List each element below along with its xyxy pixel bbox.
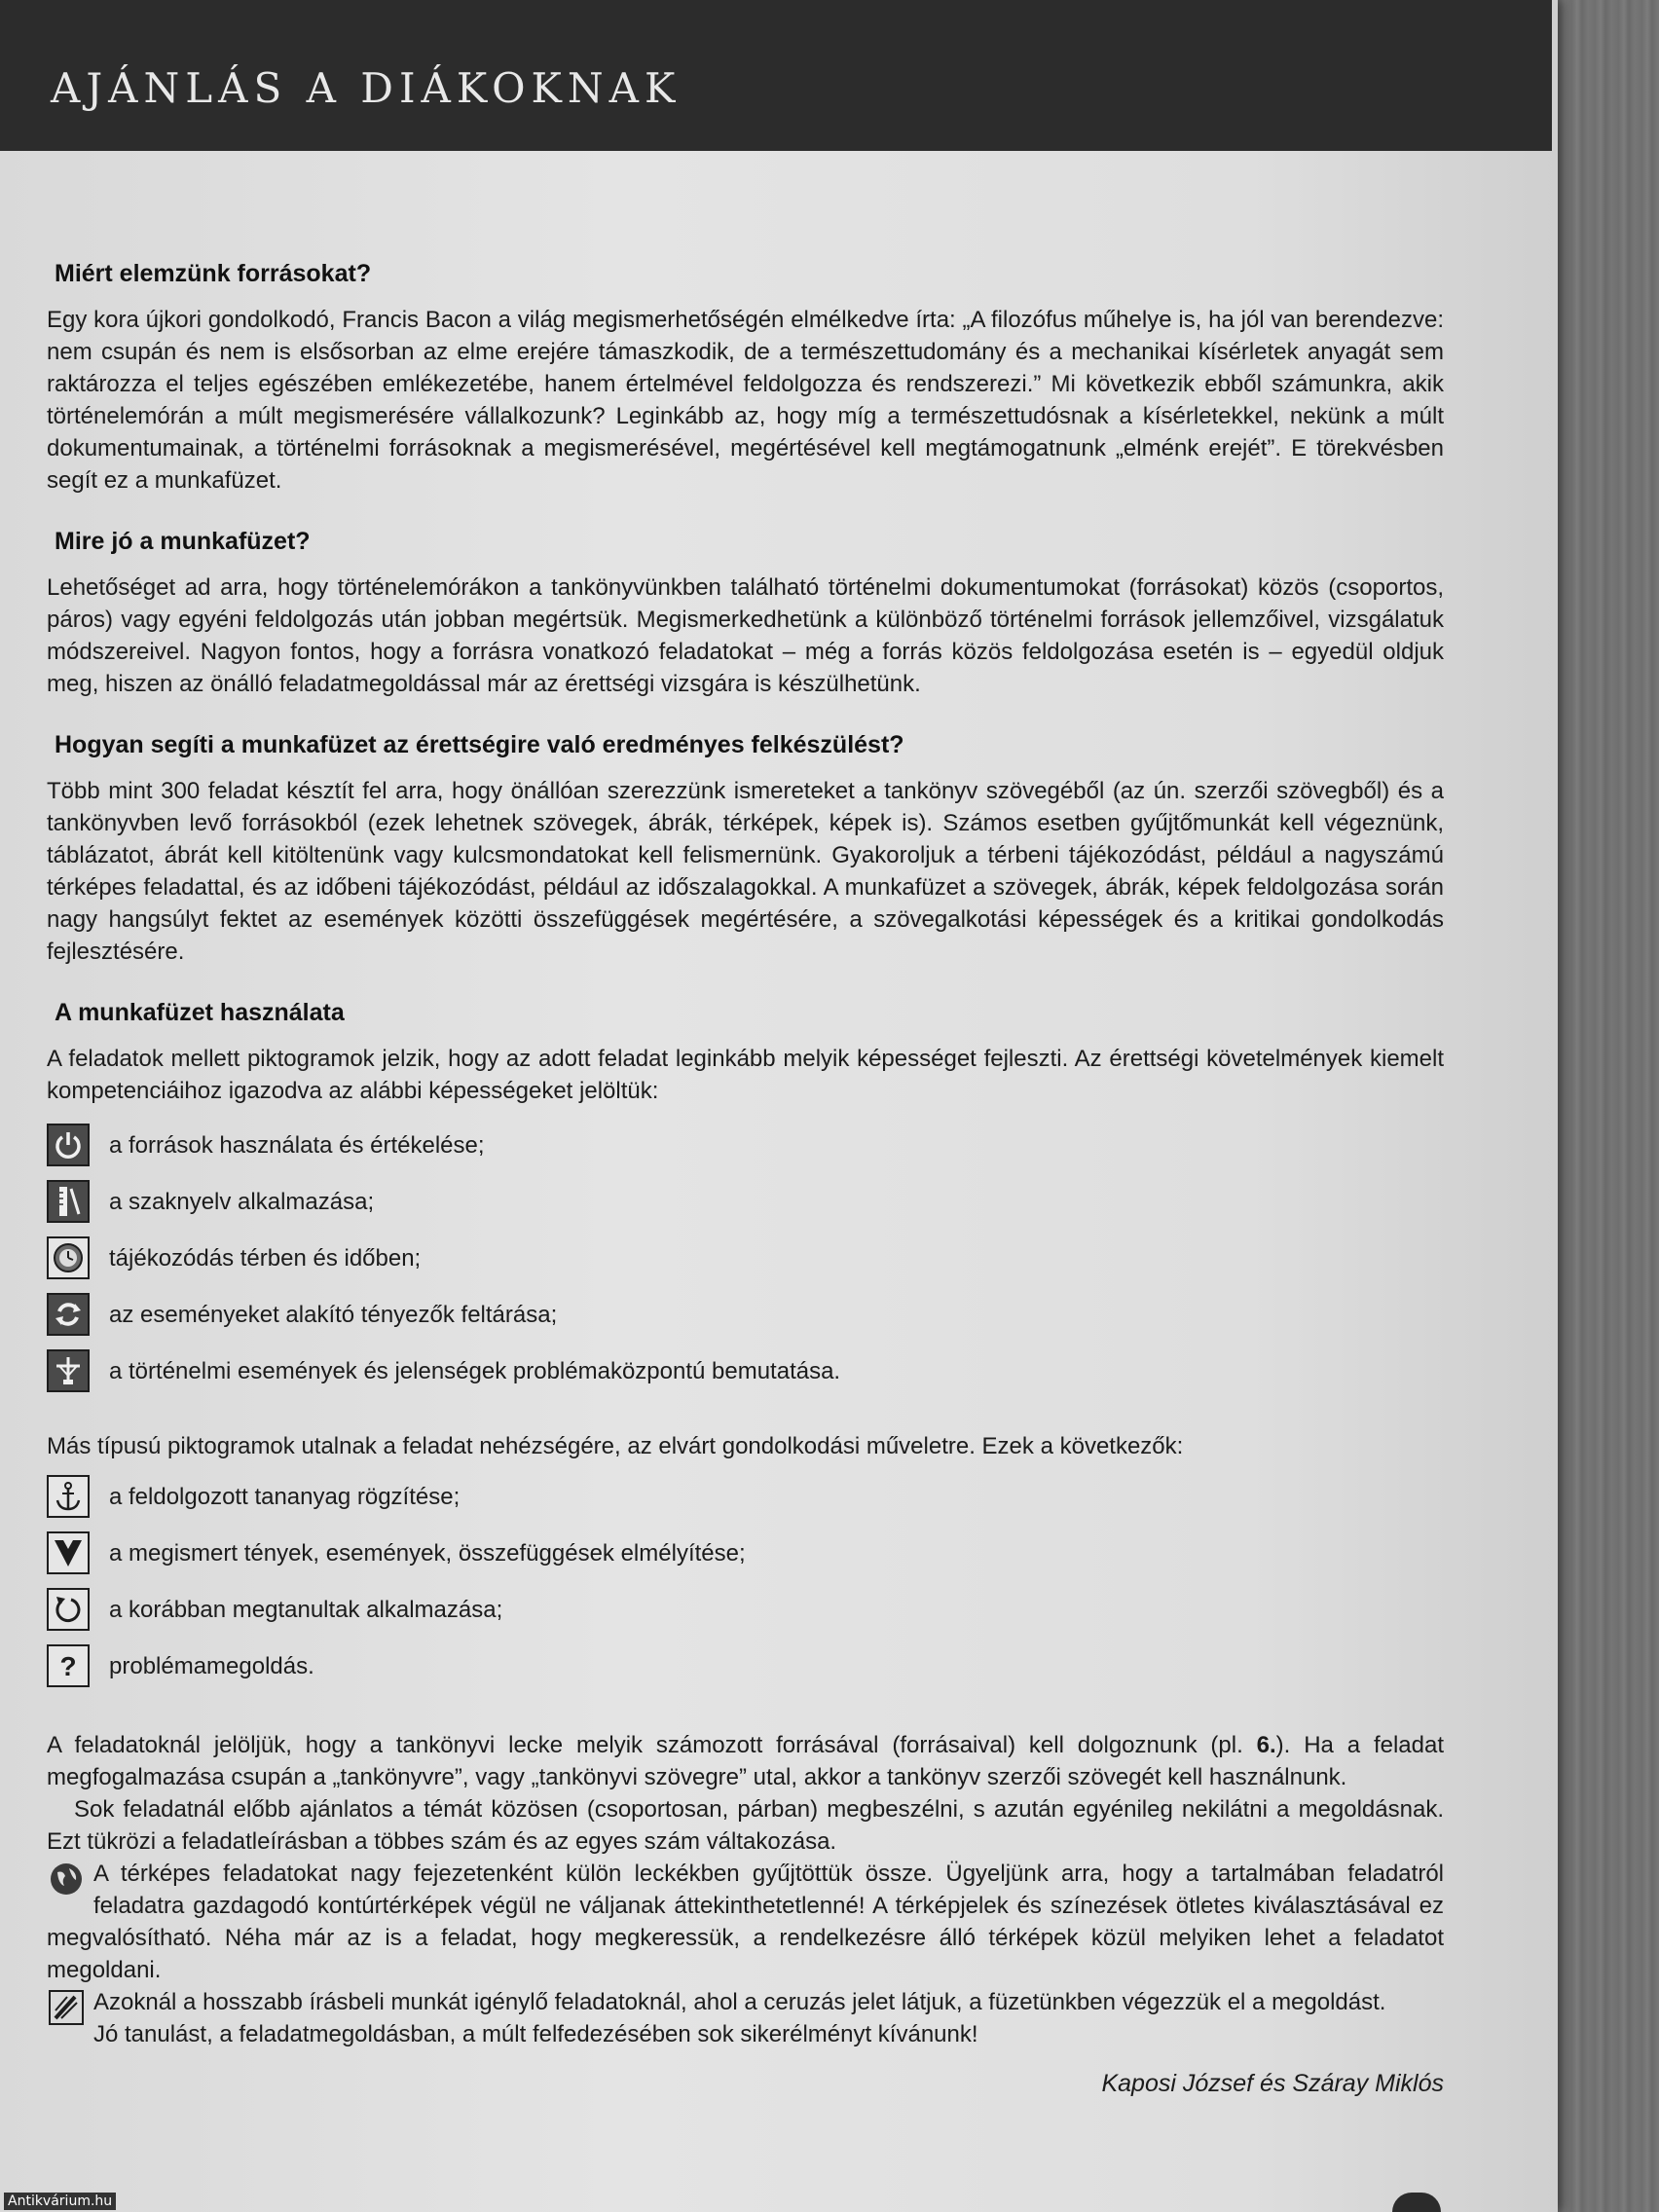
closing-text: A feladatoknál jelöljük, hogy a tankönyvi lecke melyik számozott forrásával (forrásaival) kell dolgoznunk (pl. [47,1732,1257,1758]
difficulty-intro: Más típusú piktogramok utalnak a feladat nehézségére, az elvárt gondolkodási műveletre. Ezek a következők: [47,1433,1184,1459]
section-exam-prep [47,729,1444,968]
cycle-arrows-icon [47,1293,90,1336]
page-number-tab [1392,2193,1441,2212]
icon-label: a szaknyelv alkalmazása; [109,1188,375,1215]
icon-label: a megismert tények, események, összefüggések elmélyítése; [109,1539,746,1567]
section-heading: Miért elemzünk forrásokat? [55,260,372,287]
closing-paragraph [47,1858,1444,1986]
watermark: Antikvárium.hu [4,2193,116,2210]
section-body: Egy kora újkori gondolkodó, Francis Bacon a világ megismerhetőségén elmélkedve írta: „A filozófus műhelye is, ha jól van berendezve: nem csupán és nem is elsősorban az elme erejére támaszkodik, de a természettudomány és a mechanikai kísérletek anyagát sem raktározza el teljes egészében emlékezetébe, hanem értelmével feldolgozza és rendszerezi.” Mi következik ebből számunkra, akik történelemórán a múlt megismerésére vállalkozunk? Leginkább az, hogy míg a természettudósnak a kísérletekkel, nekünk a múlt dokumentumainak, a történelmi forrásoknak a megismerésével, megértésével kell megtámogatnunk „elménk erejét”. E törekvésben segít ez a munkafüzet. [47,307,1444,494]
closing-text: A térképes feladatokat nagy fejezetenként külön leckékben gyűjtöttük össze. Ügyeljünk arra, hogy a tartalmában feladatról feladatra gazdagodó kontúrtérképek végül ne váljanak áttekinthetetlenné! A térképjelek és színezések ötletes kiválasztásával ez megvalósítható. Néha már az is a feladat, hogy megkeressük, a rendelkezésre álló térképek közül melyiken lehet a feladatot megoldani. [47,1861,1444,1983]
list-item [47,1529,1444,1577]
icon-label: a korábban megtanultak alkalmazása; [109,1596,503,1623]
power-icon [47,1124,90,1166]
question-icon: ? [47,1644,90,1687]
section-heading: Hogyan segíti a munkafüzet az érettségire való eredményes felkészülést? [55,731,904,758]
globe-clock-icon [47,1236,90,1279]
background-wood [1548,0,1659,2212]
icon-label: az eseményeket alakító tényezők feltárása; [109,1301,558,1328]
problem-tree-icon [47,1349,90,1392]
globe-icon [47,1860,86,1899]
closing-paragraph [47,1729,1444,1793]
page-content [47,258,1444,2100]
section-why-sources [47,258,1444,497]
list-item [47,1585,1444,1634]
list-item [47,1641,1444,1690]
section-what-for [47,526,1444,700]
section-body: Több mint 300 feladat késztít fel arra, hogy önállóan szerezzünk ismereteket a tankönyv szövegéből (az ún. szerzői szövegből) és a tankönyvben levő forrásokból (ezek lehetnek szövegek, ábrák, térképek, képek is). Számos esetben gyűjtőmunkát kell végeznünk, táblázatot, ábrát kell kitöltenünk vagy kulcsmondatokat kell felismernünk. Gyakoroljuk a térbeni tájékozódást, például a nagyszámú térképes feladattal, és az időbeni tájékozódást, például az időszalagokkal. A munkafüzet a szövegek, ábrák, képek feldolgozása során nagy hangsúlyt fektet az események közötti összefüggések megértésére, a szövegalkotási képességek és a kritikai gondolkodás fejlesztésére. [47,778,1444,965]
closing-text: Azoknál a hosszabb írásbeli munkát igénylő feladatoknál, ahol a ceruzás jelet látjuk, a füzetünkben végezzük el a megoldást. [93,1989,1386,2015]
icon-label: problémamegoldás. [109,1652,314,1679]
icon-label: a feldolgozott tananyag rögzítése; [109,1483,461,1510]
list-item [47,1177,1444,1226]
pencil-icon [47,1988,86,2027]
header-band [0,0,1552,151]
closing-paragraph: Jó tanulást, a feladatmegoldásban, a múlt felfedezésében sok sikerélményt kívánunk! [93,2021,978,2047]
list-item [47,1346,1444,1395]
page-title: AJÁNLÁS A DIÁKOKNAK [51,64,682,112]
icon-label: tájékozódás térben és időben; [109,1244,422,1272]
section-body: Lehetőséget ad arra, hogy történelemórákon a tankönyvünkben található történelmi dokumentumokat (forrásokat) közös (csoportos, páros) vagy egyéni feldolgozás után jobban megértsük. Megismerkedhetünk a különböző történelmi források jellemzőivel, vizsgálatuk módszereivel. Nagyon fontos, hogy a forrásra vonatkozó feladatokat – még a forrás közös feldolgozása esetén is – egyedül oldjuk meg, hiszen az önálló feladatmegoldással már az érettségi vizsgára is készülhetünk. [47,574,1444,697]
icon-label: a források használata és értékelése; [109,1131,485,1159]
section-body: A feladatok mellett piktogramok jelzik, hogy az adott feladat leginkább melyik képességet fejleszti. Az érettségi követelmények kiemelt kompetenciáihoz igazodva az alábbi képességeket jelöltük: [47,1046,1444,1104]
closing-notes [47,1729,1444,2100]
list-item [47,1121,1444,1169]
rotate-icon [47,1588,90,1631]
skill-icon-list [47,1121,1444,1395]
list-item [47,1290,1444,1339]
section-usage [47,997,1444,1107]
list-item [47,1234,1444,1282]
arrow-down-icon [47,1531,90,1574]
section-heading: Mire jó a munkafüzet? [55,528,311,555]
closing-text: ). Ha a feladat megfogalmazása csupán a „tankönyvre”, vagy „tankönyvi szövegre” utal, akkor a tankönyv szerzői szövegét kell használnunk. [47,1732,1445,1790]
difficulty-icon-list [47,1472,1444,1690]
ruler-pen-icon [47,1180,90,1223]
list-item [47,1472,1444,1521]
closing-paragraph: Sok feladatnál előbb ajánlatos a témát közösen (csoportosan, párban) megbeszélni, s azután egyénileg nekilátni a megoldásnak. Ezt tükrözi a feladatleírásban a többes szám és az egyes szám váltakozása. [47,1796,1444,1855]
section-heading: A munkafüzet használata [55,999,345,1026]
source-number: 6. [1256,1732,1276,1758]
closing-paragraph [47,1986,1444,2018]
anchor-icon [47,1475,90,1518]
icon-label: a történelmi események és jelenségek problémaközpontú bemutatása. [109,1357,841,1384]
signature: Kaposi József és Száray Miklós [1101,2070,1444,2097]
